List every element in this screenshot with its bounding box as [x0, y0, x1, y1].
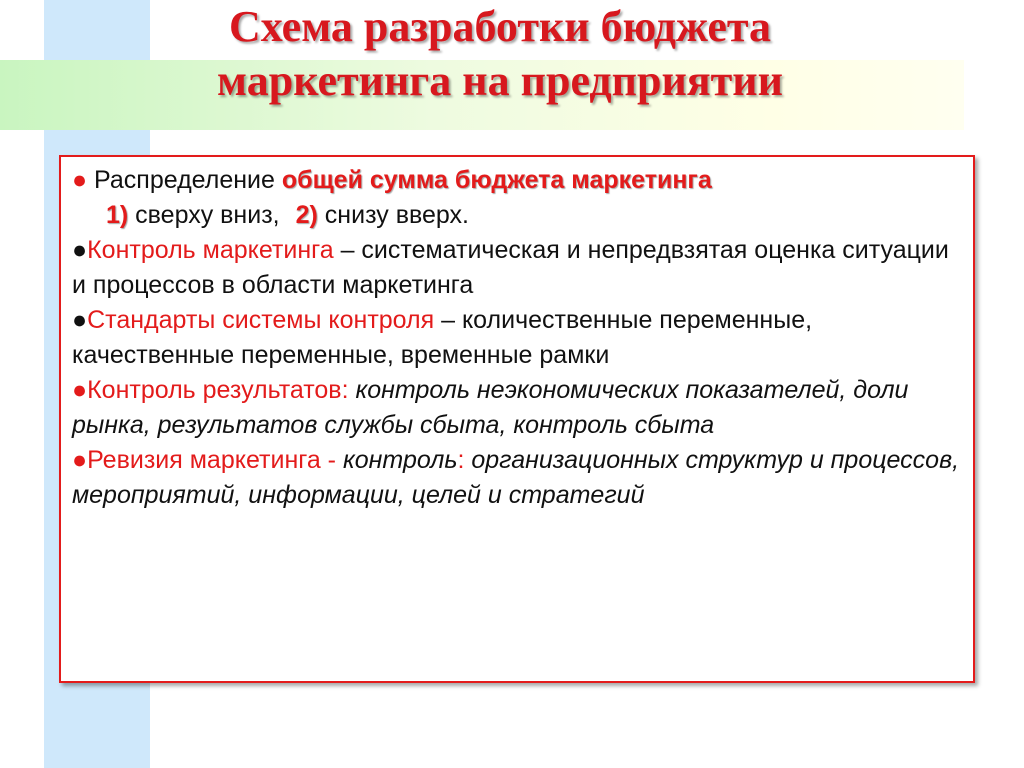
- bullet-icon: ●: [72, 446, 88, 474]
- marketing-control-definition: – систематическая и непредвзятая оценка ситуации и процессов в области маркетинга: [72, 236, 949, 299]
- paragraph-results-control: [72, 373, 968, 443]
- bullet-icon: ●: [72, 306, 88, 334]
- results-control-definition: контроль неэкономических показателей, доли рынка, результатов службы сбыта, контроль сбыта: [72, 376, 909, 439]
- paragraph-control-standards: [72, 303, 968, 373]
- budget-distribution-text: Распределение: [87, 166, 282, 194]
- marketing-control-term: Контроль маркетинга: [87, 236, 334, 264]
- method-text-1: сверху вниз,: [128, 201, 280, 229]
- content-text: [72, 163, 968, 513]
- method-number-2: 2): [295, 201, 318, 229]
- slide-title-line-1: Схема разработки бюджета: [228, 2, 772, 51]
- bullet-icon: ●: [72, 236, 88, 264]
- method-number-1: 1): [106, 201, 129, 229]
- marketing-audit-term: Ревизия маркетинга -: [87, 446, 343, 474]
- slide-title: [150, 0, 850, 108]
- marketing-audit-control-word: контроль: [342, 446, 458, 474]
- paragraph-budget-distribution: [72, 163, 968, 198]
- bullet-icon: ●: [72, 376, 88, 404]
- paragraph-marketing-audit: [72, 443, 968, 513]
- results-control-term: Контроль результатов:: [87, 376, 356, 404]
- paragraph-budget-methods: [72, 198, 968, 233]
- control-standards-definition: – количественные переменные, качественные переменные, временные рамки: [72, 306, 813, 369]
- bullet-icon: ●: [72, 166, 88, 194]
- paragraph-marketing-control: [72, 233, 968, 303]
- content-box: [59, 155, 975, 683]
- marketing-audit-definition: организационных структур и процессов, мероприятий, информации, целей и стратегий: [72, 446, 960, 509]
- slide-title-line-2: маркетинга на предприятии: [217, 56, 783, 105]
- marketing-audit-colon: :: [457, 446, 472, 474]
- method-text-2: снизу вверх.: [317, 201, 469, 229]
- control-standards-term: Стандарты системы контроля: [87, 306, 435, 334]
- budget-distribution-highlight: общей сумма бюджета маркетинга: [281, 166, 712, 194]
